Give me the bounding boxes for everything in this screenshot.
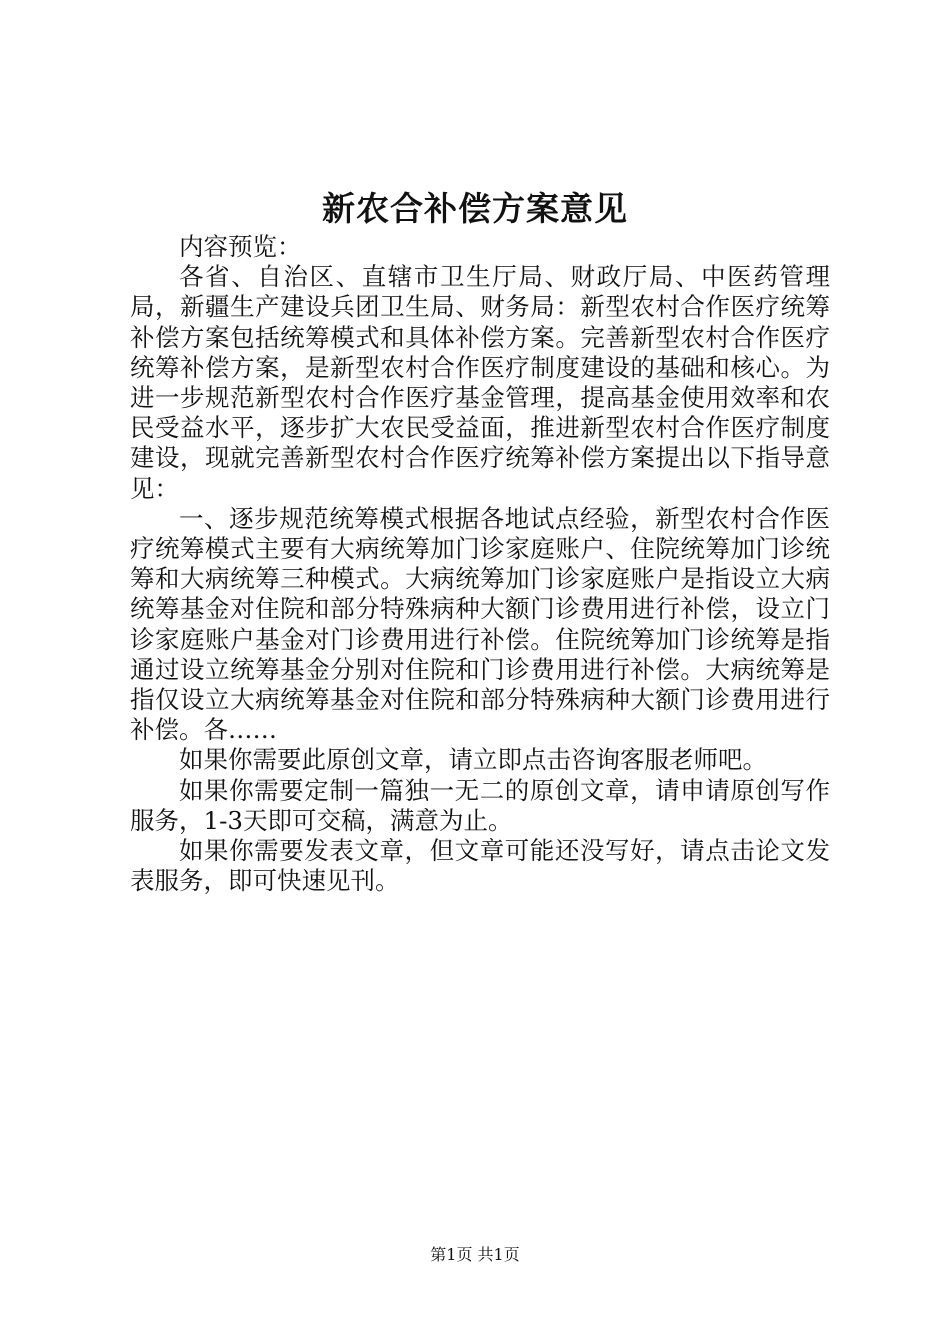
consult-link-paragraph[interactable]: 如果你需要此原创文章，请立即点击咨询客服老师吧。 — [179, 745, 767, 775]
document-body — [130, 232, 830, 896]
intro-paragraph: 各省、自治区、直辖市卫生厅局、财政厅局、中医药管理局，新疆生产建设兵团卫生局、财务局：新型农村合作医疗统筹补偿方案包括统筹模式和具体补偿方案。完善新型农村合作医疗统筹补偿方案，是新型农村合作医疗制度建设的基础和核心。为进一步规范新型农村合作医疗基金管理，提高基金使用效率和农民受益水平，逐步扩大农民受益面，推进新型农村合作医疗制度建设，现就完善新型农村合作医疗统筹补偿方案提出以下指导意见： — [130, 262, 830, 503]
preview-label: 内容预览： — [179, 232, 302, 261]
document-title: 新农合补偿方案意见 — [322, 189, 628, 228]
page-footer: 第1页 共1页 — [430, 1245, 520, 1264]
publish-service-paragraph[interactable]: 如果你需要发表文章，但文章可能还没写好，请点击论文发表服务，即可快速见刊。 — [130, 836, 830, 896]
custom-writing-paragraph[interactable]: 如果你需要定制一篇独一无二的原创文章，请申请原创写作服务，1-3天即可交稿，满意为止。 — [130, 775, 830, 835]
section-one-paragraph: 一、逐步规范统筹模式根据各地试点经验，新型农村合作医疗统筹模式主要有大病统筹加门诊家庭账户、住院统筹加门诊统筹和大病统筹三种模式。大病统筹加门诊家庭账户是指设立大病统筹基金对住院和部分特殊病种大额门诊费用进行补偿，设立门诊家庭账户基金对门诊费用进行补偿。住院统筹加门诊统筹是指通过设立统筹基金分别对住院和门诊费用进行补偿。大病统筹是指仅设立大病统筹基金对住院和部分特殊病种大额门诊费用进行补偿。各…… — [130, 503, 830, 745]
